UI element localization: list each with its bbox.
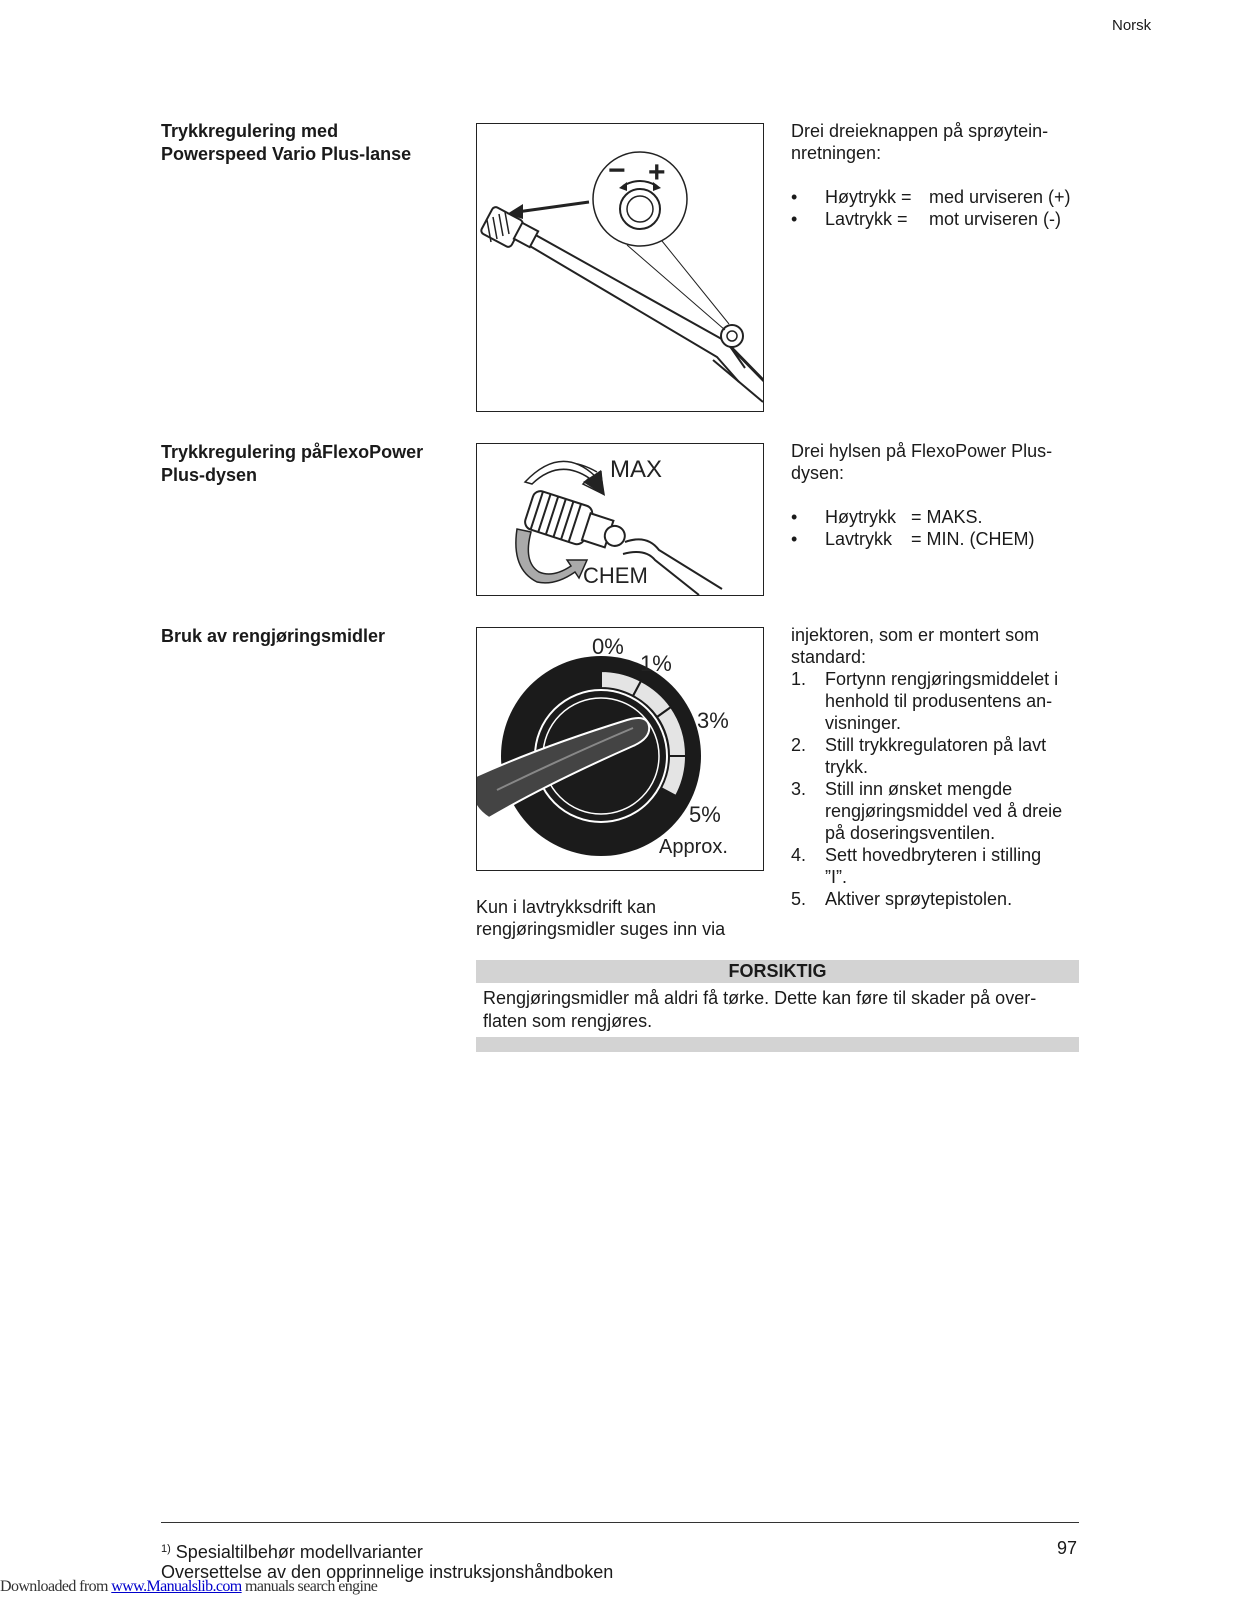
footnote-mark: 1) bbox=[161, 1543, 171, 1555]
section1-intro-line1: Drei dreieknappen på sprøytein- bbox=[791, 121, 1049, 141]
section1-text bbox=[791, 120, 1081, 230]
step-number: 4. bbox=[791, 845, 807, 865]
dosing-illustration bbox=[477, 628, 763, 870]
section1-heading-line2: Powerspeed Vario Plus-lanse bbox=[161, 144, 412, 164]
bullet-label: Høytrykk = bbox=[825, 187, 912, 207]
section2-heading-line2: Plus-dysen bbox=[161, 465, 258, 485]
section2-intro-line2: dysen: bbox=[791, 463, 845, 483]
section2-heading-line1: Trykkregulering påFlexoPower bbox=[161, 442, 424, 462]
nozzle-icon bbox=[523, 489, 630, 558]
section2-text bbox=[791, 440, 1081, 550]
max-label: MAX bbox=[610, 456, 663, 483]
step-line: Sett hovedbryteren i stilling bbox=[825, 845, 1042, 865]
bullet-value: med urviseren (+) bbox=[929, 187, 1071, 207]
step-line: Still trykkregulatoren på lavt bbox=[825, 735, 1047, 755]
step-line: Aktiver sprøytepistolen. bbox=[825, 889, 1013, 909]
step-line: ”I”. bbox=[825, 867, 847, 887]
caution-bottom-bar bbox=[476, 1037, 1079, 1052]
step-number: 5. bbox=[791, 889, 807, 909]
download-prefix: Downloaded from bbox=[0, 1578, 112, 1595]
bullet-label: Lavtrykk bbox=[825, 529, 893, 549]
flexopower-figure bbox=[476, 443, 764, 596]
section1-heading-line1: Trykkregulering med bbox=[161, 121, 339, 141]
step-number: 2. bbox=[791, 735, 807, 755]
step-number: 3. bbox=[791, 779, 807, 799]
footnote-text: Spesialtilbehør modellvarianter bbox=[175, 1542, 423, 1562]
section2-heading bbox=[161, 441, 423, 487]
step-item bbox=[791, 734, 1091, 778]
dosing-figure bbox=[476, 627, 764, 871]
step-line: Fortynn rengjøringsmiddelet i bbox=[825, 669, 1059, 689]
section1-heading bbox=[161, 120, 411, 166]
bullet-value: = MAKS. bbox=[911, 507, 983, 527]
section1-bullet: • Høytrykk = med urviseren (+) bbox=[791, 187, 1071, 207]
footer-divider bbox=[161, 1522, 1079, 1523]
bullet-value: = MIN. (CHEM) bbox=[911, 529, 1035, 549]
section2-bullet: • Lavtrykk = MIN. (CHEM) bbox=[791, 529, 1035, 549]
step-item bbox=[791, 668, 1091, 734]
caption-line2: rengjøringsmidler suges inn via bbox=[476, 919, 726, 939]
step-line: på doseringsventilen. bbox=[825, 823, 996, 843]
section2-intro-line1: Drei hylsen på FlexoPower Plus- bbox=[791, 441, 1053, 461]
lance-figure bbox=[476, 123, 764, 412]
section1-bullet: • Lavtrykk = mot urviseren (-) bbox=[791, 209, 1062, 229]
step-line: Still inn ønsket mengde bbox=[825, 779, 1013, 799]
step-line: visninger. bbox=[825, 713, 902, 733]
caption-line1: Kun i lavtrykksdrift kan bbox=[476, 897, 657, 917]
section1-intro-line2: nretningen: bbox=[791, 143, 882, 163]
scale-label-0: 0% bbox=[592, 634, 624, 659]
chem-label: CHEM bbox=[583, 563, 648, 588]
section2-bullet: • Høytrykk = MAKS. bbox=[791, 507, 983, 527]
bullet-label: Høytrykk bbox=[825, 507, 896, 527]
caution-text-line1: Rengjøringsmidler må aldri få tørke. Dette kan føre til skader på over- bbox=[483, 988, 1037, 1008]
page-number: 97 bbox=[1057, 1538, 1078, 1558]
download-suffix: manuals search engine bbox=[241, 1578, 378, 1595]
minus-symbol: − bbox=[608, 154, 626, 187]
step-item bbox=[791, 778, 1091, 844]
lance-illustration bbox=[477, 124, 763, 411]
caution-text bbox=[483, 987, 1075, 1033]
step-number: 1. bbox=[791, 669, 807, 689]
step-item bbox=[791, 844, 1091, 888]
section3-caption bbox=[476, 896, 766, 940]
scale-label-3: 3% bbox=[697, 708, 729, 733]
scale-label-1: 1% bbox=[640, 651, 672, 676]
step-line: rengjøringsmiddel ved å dreie bbox=[825, 801, 1063, 821]
footnote bbox=[161, 1538, 423, 1563]
step-line: trykk. bbox=[825, 757, 868, 777]
section3-steps bbox=[791, 624, 1091, 910]
bullet-label: Lavtrykk = bbox=[825, 209, 908, 229]
bullet-value: mot urviseren (-) bbox=[929, 209, 1062, 229]
translation-note: Oversettelse av den opprinnelige instruksjonshåndboken bbox=[161, 1562, 614, 1582]
manualslib-link[interactable]: www.Manualslib.com bbox=[111, 1578, 242, 1595]
continuation-line1: injektoren, som er montert som bbox=[791, 625, 1040, 645]
plus-symbol: + bbox=[648, 156, 666, 189]
caution-title: FORSIKTIG bbox=[476, 960, 1079, 983]
section3-heading: Bruk av rengjøringsmidler bbox=[161, 626, 386, 646]
flexopower-illustration bbox=[477, 444, 763, 595]
download-banner bbox=[0, 1578, 377, 1596]
scale-label-5: 5% bbox=[689, 802, 721, 827]
step-item bbox=[791, 888, 1091, 910]
continuation-line2: standard: bbox=[791, 647, 867, 667]
language-label: Norsk bbox=[1112, 17, 1152, 34]
step-line: henhold til produsentens an- bbox=[825, 691, 1053, 711]
approx-label: Approx. bbox=[659, 836, 728, 858]
caution-text-line2: flaten som rengjøres. bbox=[483, 1011, 653, 1031]
